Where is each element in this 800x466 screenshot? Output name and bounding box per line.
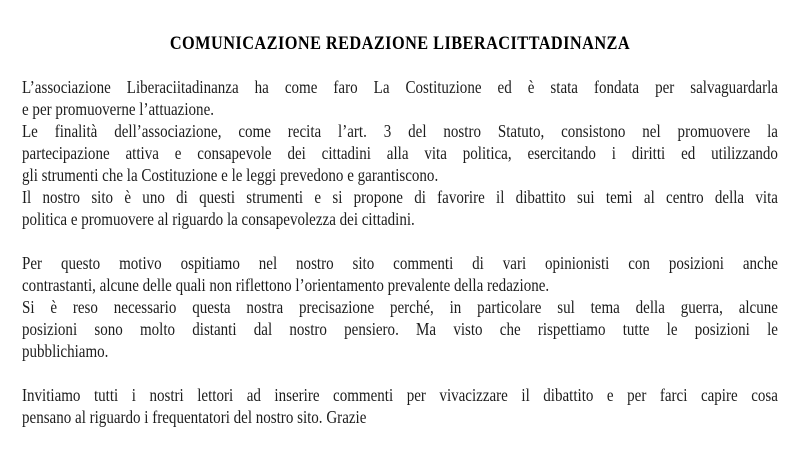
text-line: contrastanti, alcune delle quali non riflettono l’orientamento prevalente della redazione. xyxy=(22,275,550,295)
text-line: L’associazione Liberaciitadinanza ha come faro La Costituzione ed è stata fondata per salvaguardarla xyxy=(22,77,778,97)
document-body xyxy=(22,76,778,428)
text-line: politica e promuovere al riguardo la consapevolezza dei cittadini. xyxy=(22,209,415,229)
text-line: pubblichiamo. xyxy=(22,341,109,361)
paragraph xyxy=(22,186,778,230)
text-line: Si è reso necessario questa nostra precisazione perché, in particolare sul tema della guerra, alcune xyxy=(22,297,778,317)
paragraph xyxy=(22,76,778,120)
document-content xyxy=(22,33,778,428)
paragraph xyxy=(22,296,778,362)
paragraph xyxy=(22,252,778,296)
text-line: Il nostro sito è uno di questi strumenti e si propone di favorire il dibattito sui temi al centro della vita xyxy=(22,187,778,207)
text-line: partecipazione attiva e consapevole dei cittadini alla vita politica, esercitando i diritti ed utilizzando xyxy=(22,143,778,163)
document-title: COMUNICAZIONE REDAZIONE LIBERACITTADINANZA xyxy=(169,33,631,54)
text-block xyxy=(22,76,778,230)
text-line: gli strumenti che la Costituzione e le leggi prevedono e garantiscono. xyxy=(22,165,439,185)
paragraph xyxy=(22,384,778,428)
text-block xyxy=(22,252,778,362)
text-line: posizioni sono molto distanti dal nostro pensiero. Ma visto che rispettiamo tutte le posizioni le xyxy=(22,319,778,339)
text-line: Per questo motivo ospitiamo nel nostro sito commenti di vari opinionisti con posizioni anche xyxy=(22,253,778,273)
text-block xyxy=(22,384,778,428)
text-line: Le finalità dell’associazione, come recita l’art. 3 del nostro Statuto, consistono nel promuovere la xyxy=(22,121,778,141)
text-line: Invitiamo tutti i nostri lettori ad inserire commenti per vivacizzare il dibattito e per farci capire cosa xyxy=(22,385,778,405)
text-line: pensano al riguardo i frequentatori del nostro sito. Grazie xyxy=(22,407,367,427)
paragraph xyxy=(22,120,778,186)
text-line: e per promuoverne l’attuazione. xyxy=(22,99,214,119)
